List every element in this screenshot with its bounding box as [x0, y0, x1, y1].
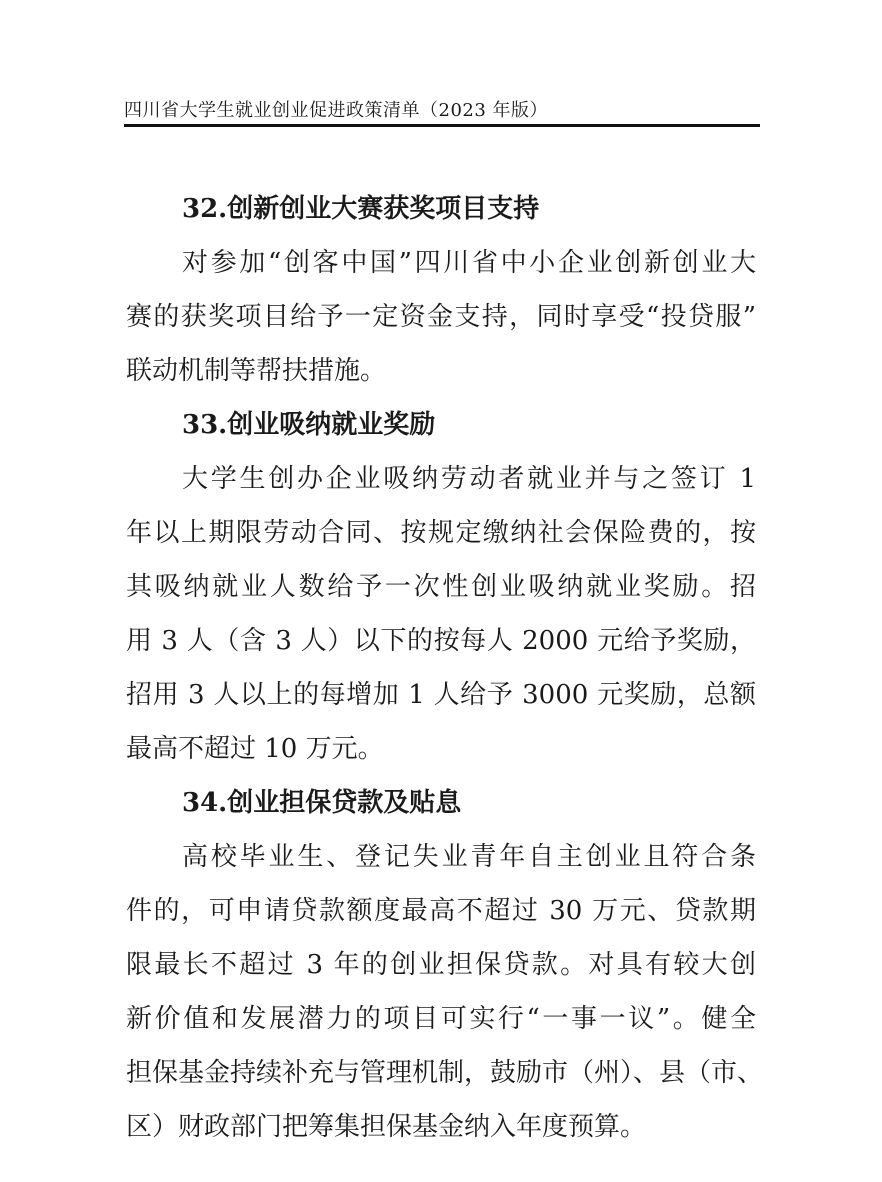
- body-line: 担保基金持续补充与管理机制，鼓励市（州）、县（市、: [126, 1058, 764, 1088]
- body-line: 高校毕业生、登记失业青年自主创业且符合条: [182, 842, 756, 872]
- body-line: 联动机制等帮扶措施。: [126, 356, 387, 386]
- body-line: 件的，可申请贷款额度最高不超过 30 万元、贷款期: [126, 896, 756, 926]
- section-title-32: 32.创新创业大赛获奖项目支持: [182, 194, 540, 224]
- body-line: 大学生创办企业吸纳劳动者就业并与之签订 1: [182, 464, 756, 494]
- body-line: 用 3 人（含 3 人）以下的按每人 2000 元给予奖励，: [126, 626, 756, 656]
- header-rule: [124, 124, 760, 127]
- body-line: 其吸纳就业人数给予一次性创业吸纳就业奖励。招: [126, 572, 756, 602]
- body-line: 区）财政部门把筹集担保基金纳入年度预算。: [126, 1112, 647, 1142]
- body-line: 新价值和发展潜力的项目可实行“一事一议”。健全: [126, 1004, 756, 1034]
- body-line: 年以上期限劳动合同、按规定缴纳社会保险费的，按: [126, 518, 756, 548]
- body-line: 限最长不超过 3 年的创业担保贷款。对具有较大创: [126, 950, 756, 980]
- section-title-34: 34.创业担保贷款及贴息: [182, 788, 462, 818]
- section-title-33: 33.创业吸纳就业奖励: [182, 410, 436, 440]
- body-line: 招用 3 人以上的每增加 1 人给予 3000 元奖励，总额: [126, 680, 756, 710]
- body-line: 赛的获奖项目给予一定资金支持，同时享受“投贷服”: [126, 302, 756, 332]
- body-line: 对参加“创客中国”四川省中小企业创新创业大: [182, 248, 756, 278]
- page-header: [124, 92, 760, 128]
- header-title: 四川省大学生就业创业促进政策清单（2023 年版）: [124, 100, 549, 121]
- section-body-34: [126, 830, 764, 1154]
- section-body-33: [126, 452, 756, 776]
- body-line: 最高不超过 10 万元。: [126, 734, 384, 764]
- section-body-32: [126, 236, 756, 398]
- document-body: [126, 182, 764, 1154]
